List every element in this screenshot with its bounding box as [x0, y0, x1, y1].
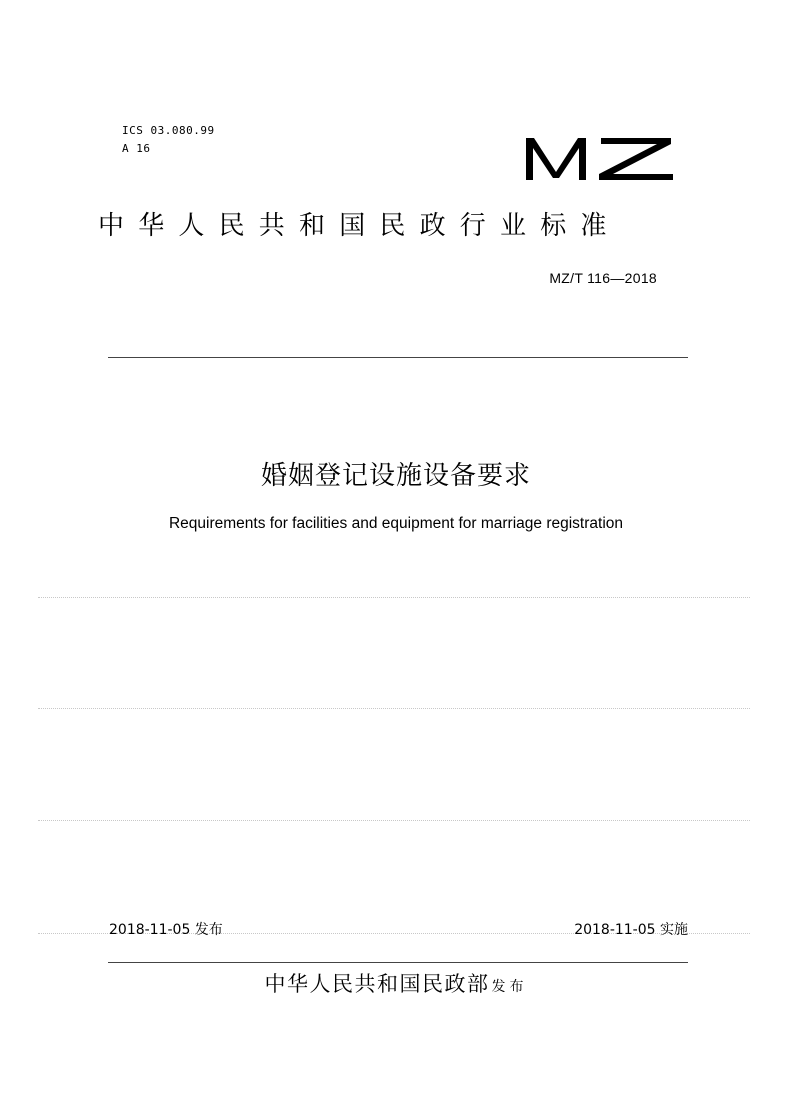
mz-logo	[523, 132, 675, 184]
top-rule	[108, 357, 688, 358]
ccs-code: A 16	[122, 142, 151, 155]
dotted-divider	[38, 597, 750, 598]
document-title-en: Requirements for facilities and equipment for marriage registration	[168, 515, 624, 532]
issuer-name: 中华人民共和国民政部	[264, 972, 490, 996]
issuer-line	[0, 968, 792, 998]
standard-type-title: 中华人民共和国民政行业标准	[98, 211, 621, 241]
dotted-divider	[38, 820, 750, 821]
issuer-suffix: 发布	[491, 979, 528, 995]
ics-code: ICS 03.080.99	[122, 124, 215, 137]
implement-date: 2018-11-05 实施	[574, 922, 688, 938]
standard-number: MZ/T 116—2018	[549, 270, 657, 286]
dotted-divider	[38, 708, 750, 709]
document-title-cn: 婚姻登记设施设备要求	[260, 461, 531, 491]
publish-date: 2018-11-05 发布	[109, 922, 223, 938]
bottom-rule	[108, 962, 688, 963]
